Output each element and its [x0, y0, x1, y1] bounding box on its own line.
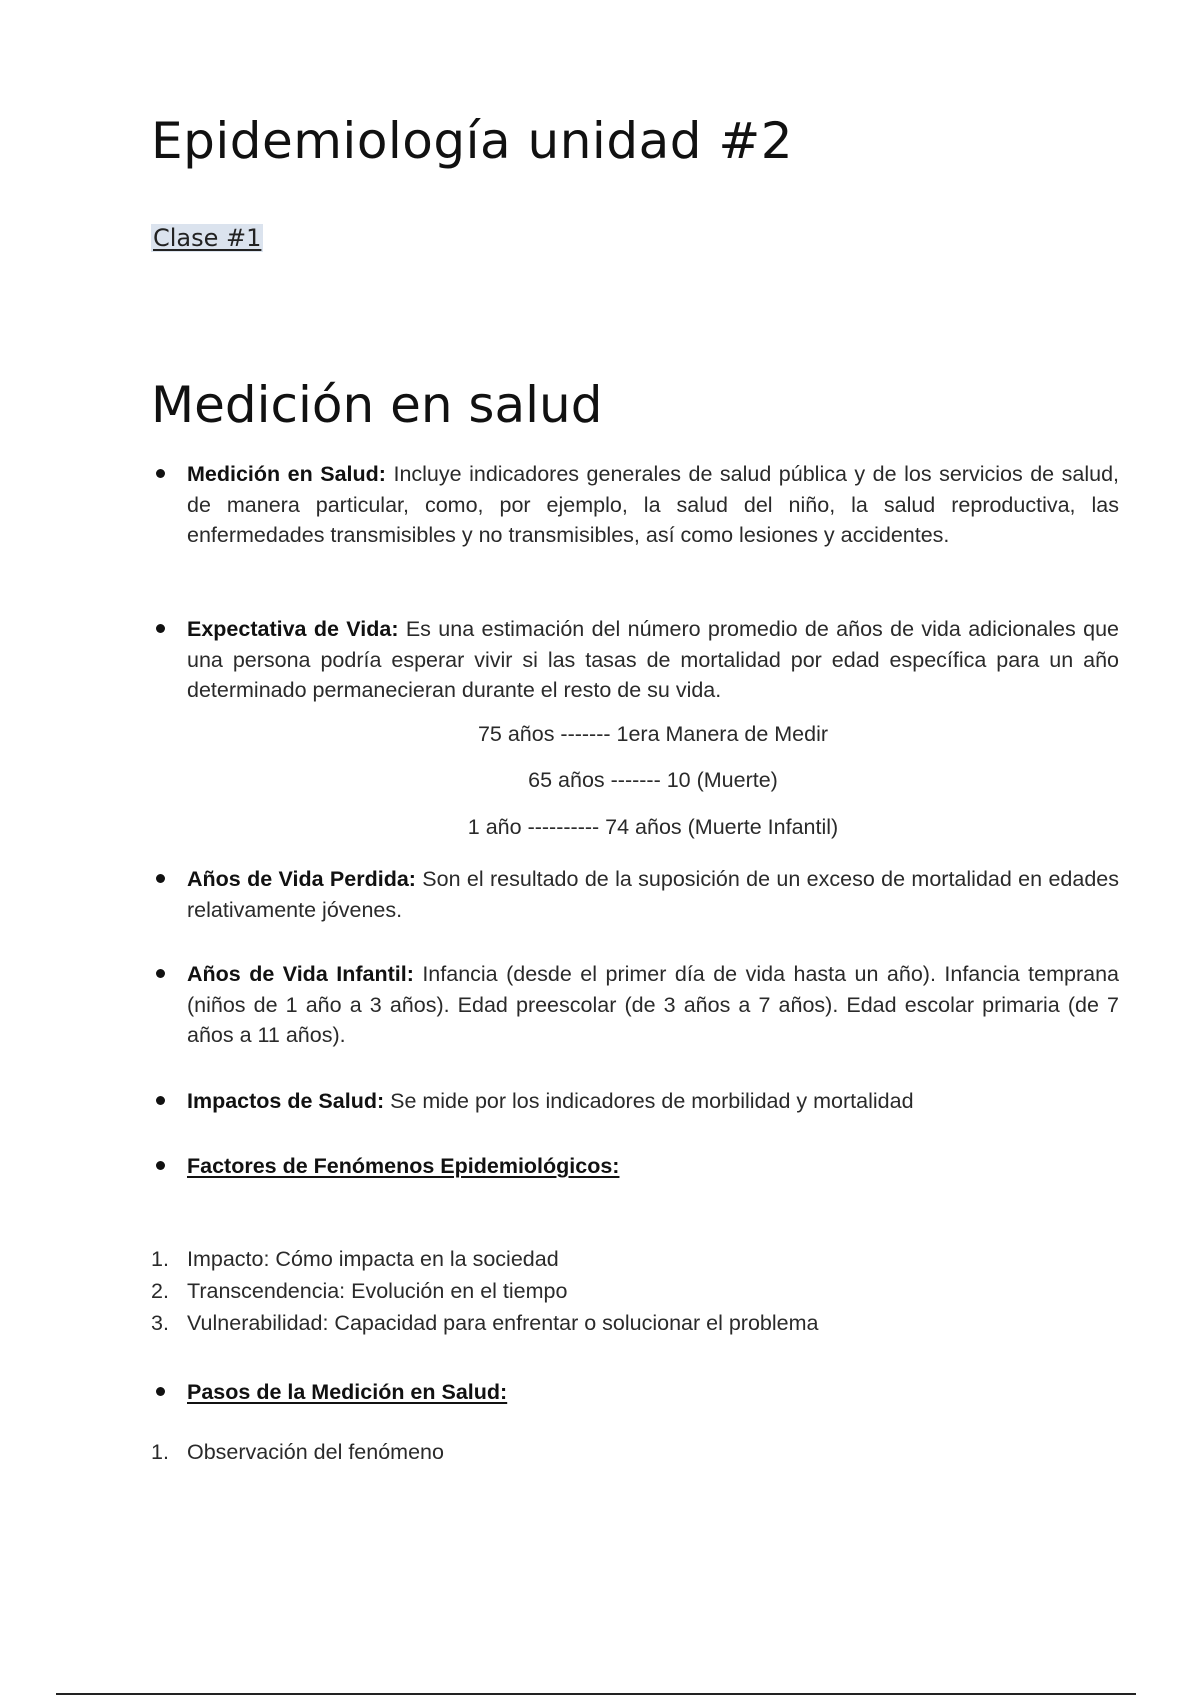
class-link[interactable]: Clase #1	[153, 224, 262, 252]
bullet-icon	[156, 874, 165, 883]
bullet-item-medicion	[151, 459, 1119, 551]
bullet-item-expectativa	[151, 614, 1119, 706]
bullet-item-factores	[151, 1151, 1119, 1182]
bullet-heading: Pasos de la Medición en Salud:	[187, 1380, 508, 1404]
bullet-description: Son el resultado de la suposición de un exceso de mortalidad en edades relativamente jóvenes.	[187, 867, 1119, 922]
life-expectancy-line: 75 años ------- 1era Manera de Medir	[477, 722, 829, 746]
bullet-text	[187, 614, 1119, 706]
bullet-description: Es una estimación del número promedio de años de vida adicionales que una persona podría esperar vivir si las tasas de mortalidad por edad específica para un año determinado permanecieran durante el resto de su vida.	[187, 617, 1119, 702]
section-title: Medición en salud	[151, 376, 603, 434]
bullet-icon	[156, 1161, 165, 1170]
bullet-description: Infancia (desde el primer día de vida hasta un año). Infancia temprana (niños de 1 año a 3 años). Edad preescolar (de 3 años a 7 años). Edad escolar primaria (de 7 años a 11 años).	[187, 962, 1119, 1047]
document-title: Epidemiología unidad #2	[151, 112, 794, 170]
list-item	[151, 1307, 1119, 1339]
bullet-icon	[156, 1387, 165, 1396]
bullet-heading: Factores de Fenómenos Epidemiológicos:	[187, 1154, 620, 1178]
bullet-item-anos-vida-infantil	[151, 959, 1119, 1051]
bullet-item-anos-vida-perdida	[151, 864, 1119, 925]
bullet-icon	[156, 1096, 165, 1105]
bullet-item-pasos	[151, 1377, 1119, 1408]
bullet-description: Se mide por los indicadores de morbilidad y mortalidad	[384, 1089, 914, 1113]
list-item-text: Observación del fenómeno	[187, 1440, 444, 1464]
bullet-term: Años de Vida Infantil:	[187, 962, 414, 986]
list-number: 1.	[151, 1440, 169, 1464]
list-item	[151, 1436, 1119, 1468]
bullet-icon	[156, 969, 165, 978]
bullet-icon	[156, 469, 165, 478]
bullet-icon	[156, 624, 165, 633]
list-item-text: Impacto: Cómo impacta en la sociedad	[187, 1247, 559, 1271]
bullet-item-impactos	[151, 1086, 1119, 1117]
list-item	[151, 1243, 1119, 1275]
list-number: 2.	[151, 1279, 169, 1303]
bullet-text	[187, 1086, 1119, 1117]
list-item-text: Transcendencia: Evolución en el tiempo	[187, 1279, 568, 1303]
list-number: 1.	[151, 1247, 169, 1271]
bullet-text	[187, 459, 1119, 551]
life-expectancy-line: 65 años ------- 10 (Muerte)	[528, 768, 778, 792]
bullet-text	[187, 864, 1119, 925]
bullet-term: Años de Vida Perdida:	[187, 867, 416, 891]
bullet-text	[187, 1377, 1119, 1408]
steps-list	[151, 1436, 1119, 1468]
page-bottom-rule	[56, 1693, 1136, 1695]
bullet-description: Incluye indicadores generales de salud pública y de los servicios de salud, de manera particular, como, por ejemplo, la salud del niño, la salud reproductiva, las enfermedades transmisibles y no transmisibles, así como lesiones y accidentes.	[187, 462, 1120, 547]
list-item-text: Vulnerabilidad: Capacidad para enfrentar o solucionar el problema	[187, 1311, 819, 1335]
bullet-text	[187, 959, 1119, 1051]
life-expectancy-line: 1 año ---------- 74 años (Muerte Infantil)	[467, 815, 839, 839]
bullet-text	[187, 1151, 1119, 1182]
list-number: 3.	[151, 1311, 169, 1335]
factors-list	[151, 1243, 1119, 1339]
bullet-term: Medición en Salud:	[187, 462, 386, 486]
list-item	[151, 1275, 1119, 1307]
bullet-term: Expectativa de Vida:	[187, 617, 399, 641]
bullet-term: Impactos de Salud:	[187, 1089, 385, 1113]
